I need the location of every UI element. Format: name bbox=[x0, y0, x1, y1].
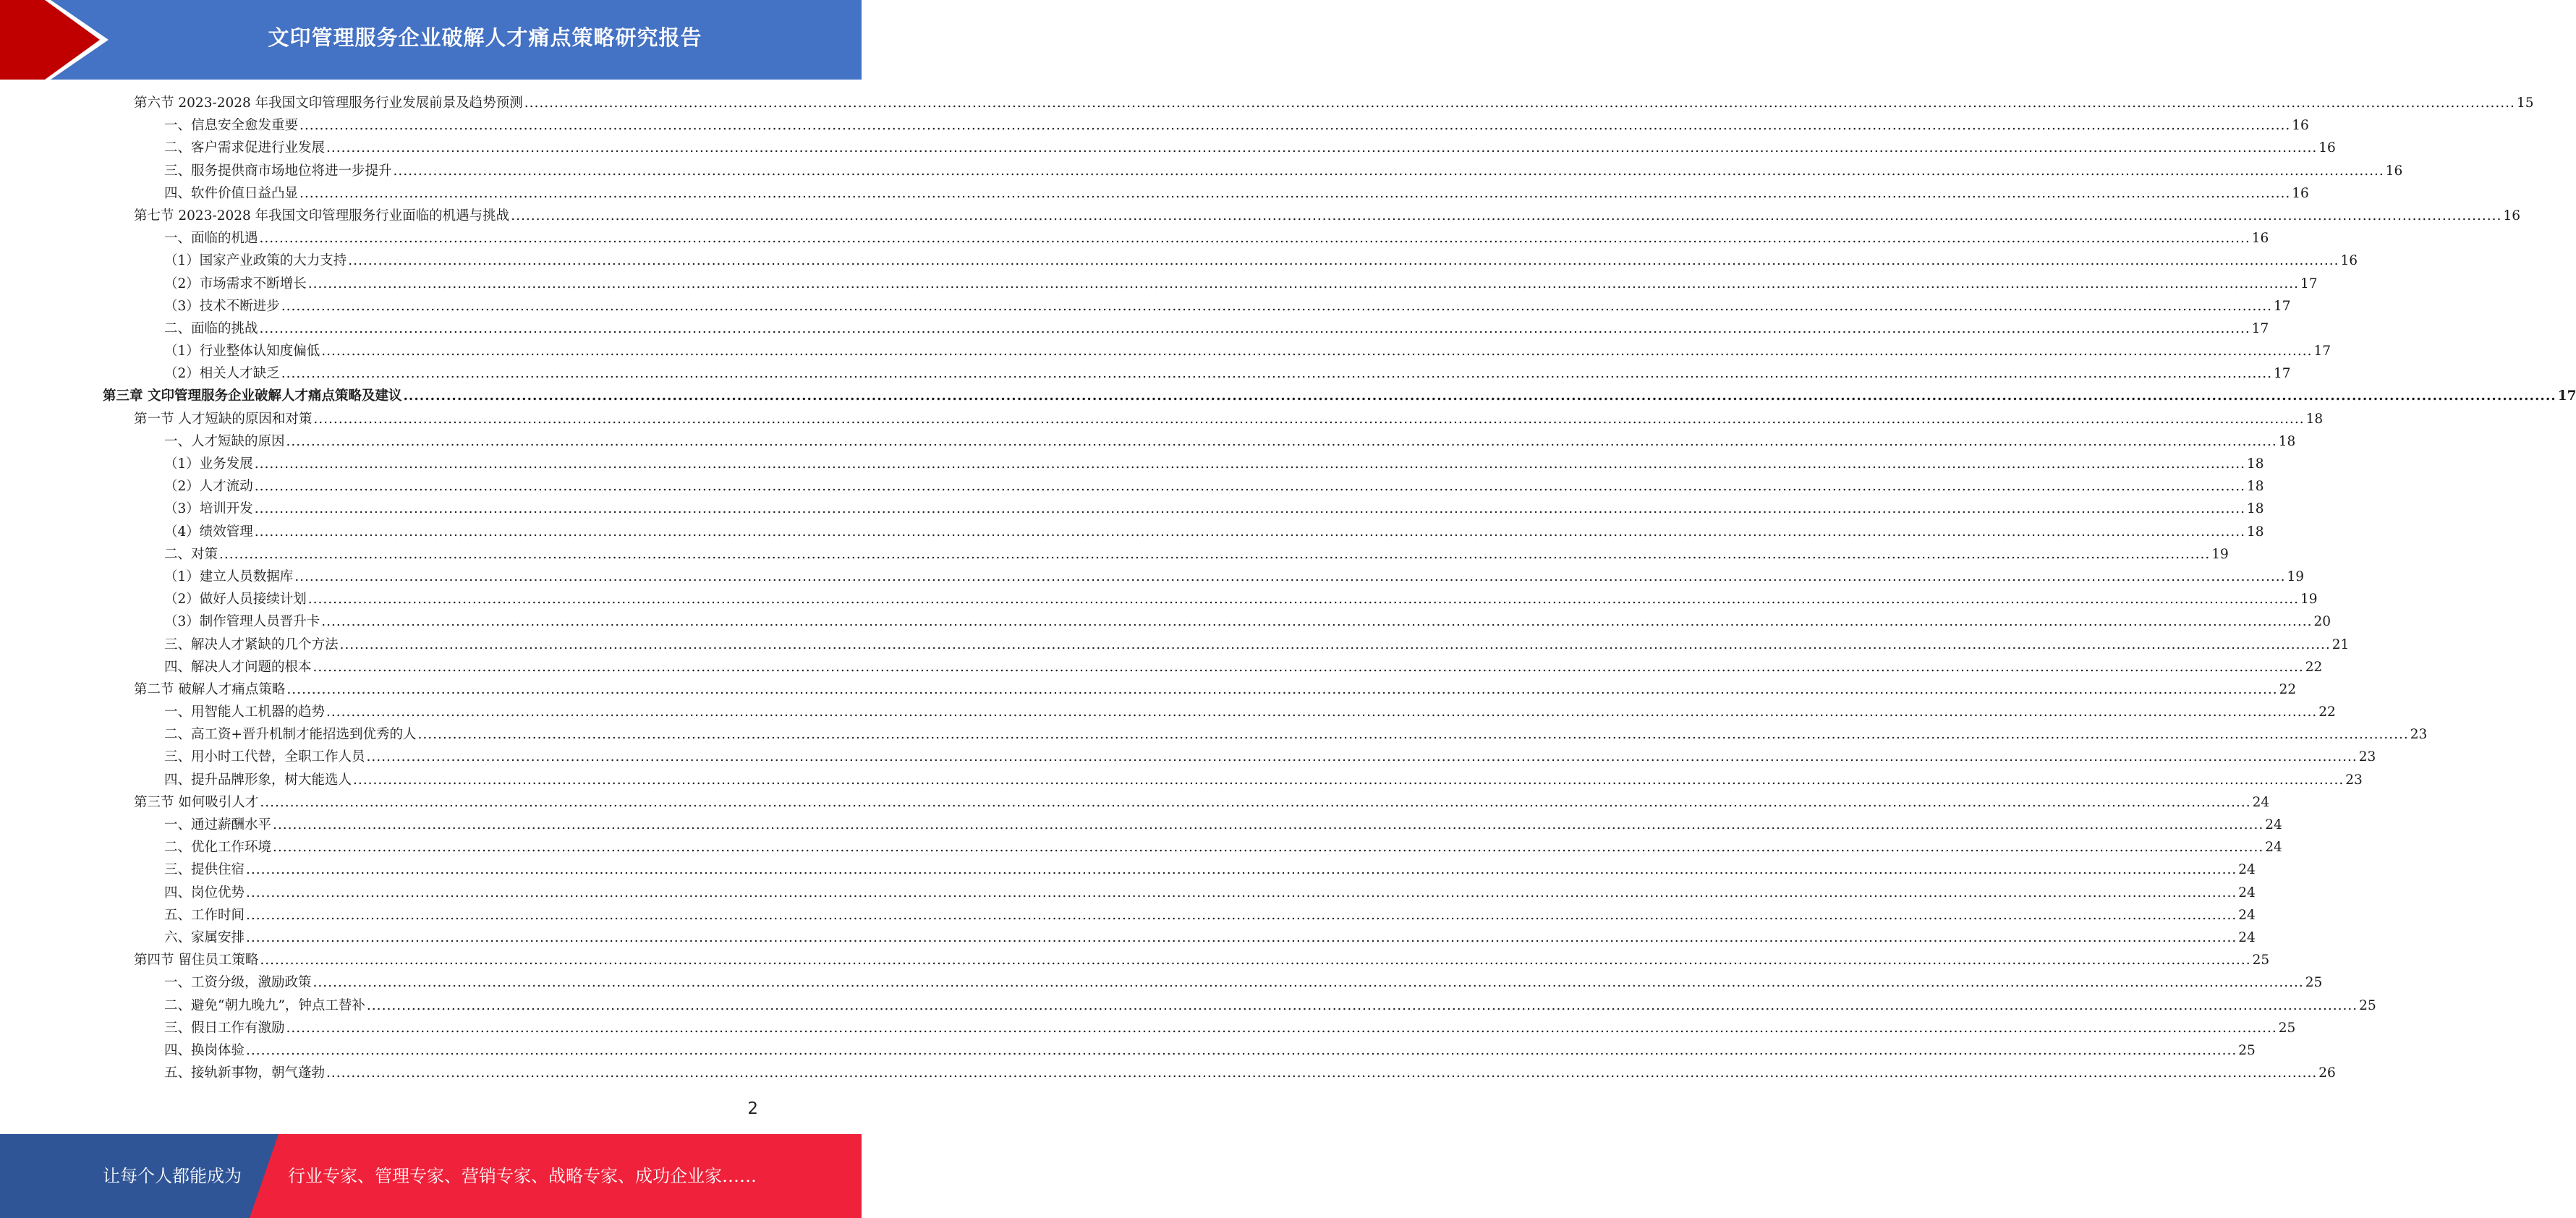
toc-entry-page: 25 bbox=[2359, 997, 2376, 1013]
toc-entry[interactable] bbox=[0, 566, 2305, 588]
toc-entry-page: 25 bbox=[2278, 1020, 2296, 1036]
toc-entry-line[interactable] bbox=[164, 430, 2296, 453]
toc-entry-label: 二、避免“朝九晚九”，钟点工替补 bbox=[164, 997, 365, 1013]
toc-entry-label: 四、软件价值日益凸显 bbox=[164, 185, 299, 201]
toc-entry-page: 17 bbox=[2251, 320, 2269, 336]
toc-entry-page: 18 bbox=[2247, 479, 2264, 495]
toc-dot-leader: ................................................................................................................................................................................................................................................................................................................................................................................................................ bbox=[254, 524, 2246, 540]
toc-dot-leader: ................................................................................................................................................................................................................................................................................................................................................................................................................ bbox=[366, 749, 2358, 765]
toc-entry[interactable] bbox=[0, 634, 2350, 656]
page-header bbox=[0, 0, 862, 80]
toc-entry-label: （2）做好人员接续计划 bbox=[164, 592, 307, 608]
toc-entry-page: 18 bbox=[2247, 524, 2264, 540]
toc-entry-label: （1）业务发展 bbox=[164, 456, 253, 472]
toc-dot-leader: ................................................................................................................................................................................................................................................................................................................................................................................................................ bbox=[313, 411, 2305, 427]
toc-entry-page: 23 bbox=[2410, 727, 2428, 743]
toc-entry[interactable] bbox=[0, 656, 2323, 678]
toc-entry[interactable] bbox=[0, 995, 2376, 1017]
toc-dot-leader: ................................................................................................................................................................................................................................................................................................................................................................................................................ bbox=[259, 320, 2250, 336]
toc-entry-page: 25 bbox=[2238, 1042, 2256, 1058]
toc-entry[interactable] bbox=[0, 430, 2296, 453]
toc-entry-page: 16 bbox=[2292, 118, 2309, 134]
toc-entry-line[interactable] bbox=[164, 295, 2291, 318]
toc-dot-leader: ................................................................................................................................................................................................................................................................................................................................................................................................................ bbox=[321, 344, 2313, 359]
toc-entry-line[interactable] bbox=[164, 746, 2376, 768]
toc-entry-label: 一、人才短缺的原因 bbox=[164, 433, 285, 449]
toc-entry-line[interactable] bbox=[164, 701, 2336, 723]
toc-entry-label: 四、换岗体验 bbox=[164, 1042, 245, 1058]
toc-entry-label: （1）行业整体认知度偏低 bbox=[164, 344, 320, 359]
toc-dot-leader: ................................................................................................................................................................................................................................................................................................................................................................................................................ bbox=[254, 456, 2246, 472]
toc-entry[interactable] bbox=[0, 723, 2428, 746]
toc-dot-leader: ................................................................................................................................................................................................................................................................................................................................................................................................................ bbox=[254, 479, 2246, 495]
toc-dot-leader: ................................................................................................................................................................................................................................................................................................................................................................................................................ bbox=[281, 298, 2273, 314]
toc-entry-label: 二、高工资+晋升机制才能招选到优秀的人 bbox=[164, 727, 417, 743]
toc-dot-leader: ................................................................................................................................................................................................................................................................................................................................................................................................................ bbox=[339, 636, 2331, 652]
toc-dot-leader: ................................................................................................................................................................................................................................................................................................................................................................................................................ bbox=[281, 366, 2273, 382]
toc-entry-label: （2）相关人才缺乏 bbox=[164, 366, 280, 382]
toc-entry-label: 二、面临的挑战 bbox=[164, 320, 258, 336]
toc-entry-page: 24 bbox=[2252, 794, 2270, 810]
toc-entry-line[interactable] bbox=[164, 904, 2256, 927]
toc-dot-leader: ................................................................................................................................................................................................................................................................................................................................................................................................................ bbox=[321, 614, 2313, 630]
toc-entry-page: 25 bbox=[2305, 975, 2323, 991]
toc-entry[interactable] bbox=[0, 273, 2318, 295]
toc-entry-line[interactable] bbox=[164, 137, 2336, 159]
toc-entry-page: 20 bbox=[2313, 614, 2331, 630]
toc-entry-line[interactable] bbox=[164, 1039, 2256, 1062]
toc-entry-page: 18 bbox=[2305, 411, 2324, 427]
page-number: 2 bbox=[747, 1099, 758, 1118]
chevron-red-shape bbox=[0, 0, 101, 80]
toc-entry-page: 16 bbox=[2251, 231, 2269, 247]
toc-dot-leader: ................................................................................................................................................................................................................................................................................................................................................................................................................ bbox=[417, 727, 2409, 743]
toc-entry-label: 三、用小时工代替，全职工作人员 bbox=[164, 749, 365, 765]
toc-dot-leader: ................................................................................................................................................................................................................................................................................................................................................................................................................ bbox=[393, 163, 2384, 179]
toc-entry[interactable] bbox=[0, 1062, 2336, 1084]
toc-dot-leader: ................................................................................................................................................................................................................................................................................................................................................................................................................ bbox=[326, 1065, 2318, 1081]
toc-entry[interactable] bbox=[0, 791, 2270, 814]
toc-entry[interactable] bbox=[0, 927, 2256, 949]
toc-entry[interactable] bbox=[0, 475, 2264, 498]
toc-entry-label: （1）建立人员数据库 bbox=[164, 568, 294, 584]
toc-entry[interactable] bbox=[0, 882, 2256, 904]
toc-dot-leader: ................................................................................................................................................................................................................................................................................................................................................................................................................ bbox=[366, 997, 2358, 1013]
toc-entry-line[interactable] bbox=[164, 114, 2309, 137]
toc-dot-leader: ................................................................................................................................................................................................................................................................................................................................................................................................................ bbox=[307, 276, 2300, 291]
toc-dot-leader: ................................................................................................................................................................................................................................................................................................................................................................................................................ bbox=[260, 953, 2251, 968]
toc-entry-line[interactable] bbox=[134, 791, 2270, 814]
toc-entry-page: 15 bbox=[2516, 95, 2534, 111]
toc-dot-leader: ................................................................................................................................................................................................................................................................................................................................................................................................................ bbox=[313, 975, 2304, 991]
toc-entry-label: 二、优化工作环境 bbox=[164, 840, 272, 856]
toc-entry[interactable] bbox=[0, 904, 2256, 927]
toc-entry-page: 18 bbox=[2278, 433, 2296, 449]
toc-entry-page: 19 bbox=[2300, 592, 2318, 608]
table-of-contents bbox=[0, 92, 2576, 1084]
toc-entry-page: 22 bbox=[2279, 681, 2297, 697]
toc-entry-page: 22 bbox=[2305, 659, 2323, 675]
page-footer bbox=[0, 1134, 862, 1218]
toc-entry-label: （3）技术不断进步 bbox=[164, 298, 280, 314]
toc-dot-leader: ................................................................................................................................................................................................................................................................................................................................................................................................................ bbox=[299, 118, 2291, 134]
toc-entry-line[interactable] bbox=[134, 408, 2324, 430]
toc-entry-label: 一、用智能人工机器的趋势 bbox=[164, 704, 326, 720]
toc-dot-leader: ................................................................................................................................................................................................................................................................................................................................................................................................................ bbox=[273, 817, 2264, 832]
toc-dot-leader: ................................................................................................................................................................................................................................................................................................................................................................................................................ bbox=[511, 208, 2502, 223]
toc-entry-page: 21 bbox=[2331, 636, 2350, 652]
footer-slogan-left: 让每个人都能成为 bbox=[103, 1166, 242, 1186]
toc-entry-line[interactable] bbox=[164, 566, 2305, 588]
toc-dot-leader: ................................................................................................................................................................................................................................................................................................................................................................................................................ bbox=[307, 592, 2300, 608]
toc-entry[interactable] bbox=[0, 227, 2269, 250]
toc-entry-line[interactable] bbox=[164, 971, 2323, 994]
toc-entry-page: 26 bbox=[2318, 1065, 2336, 1081]
toc-entry-label: 一、通过薪酬水平 bbox=[164, 817, 272, 832]
toc-entry-line[interactable] bbox=[164, 656, 2323, 678]
toc-entry-line[interactable] bbox=[164, 836, 2282, 859]
toc-entry-page: 17 bbox=[2274, 366, 2291, 382]
toc-entry-line[interactable] bbox=[134, 949, 2270, 971]
toc-entry-label: 五、接轨新事物，朝气蓬勃 bbox=[164, 1065, 326, 1081]
toc-entry-label: 二、对策 bbox=[164, 546, 218, 562]
toc-entry-line[interactable] bbox=[164, 498, 2264, 520]
toc-dot-leader: ................................................................................................................................................................................................................................................................................................................................................................................................................ bbox=[299, 185, 2291, 201]
toc-entry-line[interactable] bbox=[164, 882, 2256, 904]
toc-entry-label: 第四节 留住员工策略 bbox=[134, 953, 259, 968]
toc-entry[interactable] bbox=[0, 701, 2336, 723]
toc-dot-leader: ................................................................................................................................................................................................................................................................................................................................................................................................................ bbox=[259, 231, 2250, 247]
toc-entry[interactable] bbox=[0, 453, 2264, 475]
toc-entry-line[interactable] bbox=[164, 859, 2256, 881]
toc-entry-page: 24 bbox=[2265, 840, 2282, 856]
toc-entry-page: 22 bbox=[2318, 704, 2336, 720]
toc-entry[interactable] bbox=[0, 137, 2336, 159]
toc-entry-label: 一、面临的机遇 bbox=[164, 231, 258, 247]
toc-entry-page: 24 bbox=[2238, 907, 2256, 923]
toc-entry-label: 第三章 文印管理服务企业破解人才痛点策略及建议 bbox=[103, 388, 402, 404]
toc-entry[interactable] bbox=[0, 971, 2323, 994]
toc-entry[interactable] bbox=[0, 1017, 2296, 1039]
toc-entry-line[interactable] bbox=[164, 362, 2291, 385]
toc-entry[interactable] bbox=[0, 408, 2324, 430]
toc-entry-line[interactable] bbox=[164, 769, 2363, 791]
toc-entry-line[interactable] bbox=[134, 92, 2534, 114]
toc-entry-label: 三、提供住宿 bbox=[164, 862, 245, 878]
toc-entry-label: 三、解决人才紧缺的几个方法 bbox=[164, 636, 339, 652]
toc-entry[interactable] bbox=[0, 678, 2297, 701]
toc-entry-line[interactable] bbox=[164, 273, 2318, 295]
toc-entry[interactable] bbox=[0, 362, 2291, 385]
toc-entry-page: 17 bbox=[2557, 388, 2576, 404]
toc-entry-page: 23 bbox=[2358, 749, 2376, 765]
toc-dot-leader: ................................................................................................................................................................................................................................................................................................................................................................................................................ bbox=[254, 501, 2246, 517]
toc-dot-leader: ................................................................................................................................................................................................................................................................................................................................................................................................................ bbox=[353, 772, 2345, 788]
toc-dot-leader: ................................................................................................................................................................................................................................................................................................................................................................................................................ bbox=[524, 95, 2515, 111]
toc-entry[interactable] bbox=[0, 543, 2229, 566]
toc-entry[interactable] bbox=[0, 160, 2403, 182]
toc-entry-page: 17 bbox=[2300, 276, 2318, 291]
toc-entry-page: 16 bbox=[2340, 253, 2358, 269]
toc-entry-page: 16 bbox=[2318, 140, 2336, 156]
toc-dot-leader: ................................................................................................................................................................................................................................................................................................................................................................................................................ bbox=[219, 546, 2211, 562]
toc-entry-label: 五、工作时间 bbox=[164, 907, 245, 923]
toc-entry-page: 24 bbox=[2238, 929, 2256, 945]
toc-entry-line[interactable] bbox=[103, 385, 2576, 407]
toc-entry-label: 二、客户需求促进行业发展 bbox=[164, 140, 326, 156]
toc-entry-line[interactable] bbox=[164, 453, 2264, 475]
toc-entry-line[interactable] bbox=[134, 678, 2297, 701]
toc-entry-page: 18 bbox=[2247, 456, 2264, 472]
toc-entry-line[interactable] bbox=[164, 340, 2331, 362]
toc-entry[interactable] bbox=[0, 92, 2534, 114]
toc-entry-line[interactable] bbox=[164, 723, 2428, 746]
toc-entry-label: （2）市场需求不断增长 bbox=[164, 276, 307, 291]
toc-dot-leader: ................................................................................................................................................................................................................................................................................................................................................................................................................ bbox=[403, 388, 2556, 404]
toc-entry[interactable] bbox=[0, 521, 2264, 543]
toc-entry[interactable] bbox=[0, 385, 2576, 407]
toc-entry-line[interactable] bbox=[164, 475, 2264, 498]
toc-dot-leader: ................................................................................................................................................................................................................................................................................................................................................................................................................ bbox=[246, 885, 2237, 900]
toc-entry-page: 23 bbox=[2345, 772, 2363, 788]
report-title: 文印管理服务企业破解人才痛点策略研究报告 bbox=[268, 25, 702, 50]
toc-entry[interactable] bbox=[0, 588, 2318, 610]
toc-entry-line[interactable] bbox=[164, 927, 2256, 949]
toc-entry[interactable] bbox=[0, 814, 2282, 836]
toc-entry[interactable] bbox=[0, 340, 2331, 362]
toc-entry-line[interactable] bbox=[164, 250, 2358, 272]
toc-entry-label: 四、岗位优势 bbox=[164, 885, 245, 900]
toc-entry-line[interactable] bbox=[164, 521, 2264, 543]
toc-entry-page: 16 bbox=[2292, 185, 2309, 201]
toc-entry-page: 16 bbox=[2385, 163, 2403, 179]
toc-entry[interactable] bbox=[0, 114, 2309, 137]
toc-entry[interactable] bbox=[0, 746, 2376, 768]
toc-entry-label: 第一节 人才短缺的原因和对策 bbox=[134, 411, 313, 427]
toc-entry-line[interactable] bbox=[164, 543, 2229, 566]
toc-entry-page: 19 bbox=[2211, 546, 2229, 562]
toc-dot-leader: ................................................................................................................................................................................................................................................................................................................................................................................................................ bbox=[286, 433, 2277, 449]
toc-entry-page: 17 bbox=[2313, 344, 2331, 359]
toc-entry-label: 六、家属安排 bbox=[164, 929, 245, 945]
toc-entry-label: （3）培训开发 bbox=[164, 501, 253, 517]
toc-entry[interactable] bbox=[0, 836, 2282, 859]
toc-entry-page: 19 bbox=[2287, 568, 2305, 584]
toc-entry-label: 第二节 破解人才痛点策略 bbox=[134, 681, 286, 697]
toc-dot-leader: ................................................................................................................................................................................................................................................................................................................................................................................................................ bbox=[286, 681, 2278, 697]
toc-dot-leader: ................................................................................................................................................................................................................................................................................................................................................................................................................ bbox=[326, 704, 2318, 720]
toc-dot-leader: ................................................................................................................................................................................................................................................................................................................................................................................................................ bbox=[273, 840, 2264, 856]
toc-entry[interactable] bbox=[0, 949, 2270, 971]
toc-entry[interactable] bbox=[0, 859, 2256, 881]
toc-entry[interactable] bbox=[0, 769, 2363, 791]
toc-entry-page: 17 bbox=[2274, 298, 2291, 314]
toc-entry-label: 一、工资分级，激励政策 bbox=[164, 975, 312, 991]
toc-entry-line[interactable] bbox=[164, 588, 2318, 610]
toc-dot-leader: ................................................................................................................................................................................................................................................................................................................................................................................................................ bbox=[326, 140, 2318, 156]
toc-entry-label: 一、信息安全愈发重要 bbox=[164, 118, 299, 134]
toc-entry[interactable] bbox=[0, 498, 2264, 520]
toc-entry-label: （2）人才流动 bbox=[164, 479, 253, 495]
toc-dot-leader: ................................................................................................................................................................................................................................................................................................................................................................................................................ bbox=[294, 568, 2286, 584]
toc-entry-line[interactable] bbox=[164, 634, 2350, 656]
toc-entry-line[interactable] bbox=[164, 227, 2269, 250]
toc-entry-line[interactable] bbox=[134, 205, 2520, 227]
toc-dot-leader: ................................................................................................................................................................................................................................................................................................................................................................................................................ bbox=[246, 1042, 2237, 1058]
toc-entry-page: 16 bbox=[2503, 208, 2520, 223]
toc-entry-line[interactable] bbox=[164, 318, 2269, 340]
toc-entry[interactable] bbox=[0, 295, 2291, 318]
toc-dot-leader: ................................................................................................................................................................................................................................................................................................................................................................................................................ bbox=[348, 253, 2339, 269]
footer-slogan-right: 行业专家、管理专家、营销专家、战略专家、成功企业家…… bbox=[288, 1166, 757, 1186]
toc-dot-leader: ................................................................................................................................................................................................................................................................................................................................................................................................................ bbox=[246, 929, 2237, 945]
toc-entry-page: 24 bbox=[2238, 862, 2256, 878]
toc-entry[interactable] bbox=[0, 250, 2358, 272]
toc-entry-line[interactable] bbox=[164, 1017, 2296, 1039]
toc-entry-line[interactable] bbox=[164, 160, 2403, 182]
toc-entry-label: 三、服务提供商市场地位将进一步提升 bbox=[164, 163, 392, 179]
toc-dot-leader: ................................................................................................................................................................................................................................................................................................................................................................................................................ bbox=[246, 862, 2237, 878]
toc-entry-page: 24 bbox=[2265, 817, 2282, 832]
toc-entry[interactable] bbox=[0, 205, 2520, 227]
toc-entry[interactable] bbox=[0, 610, 2331, 633]
toc-entry-line[interactable] bbox=[164, 995, 2376, 1017]
toc-entry-label: （3）制作管理人员晋升卡 bbox=[164, 614, 320, 630]
toc-entry-label: 第三节 如何吸引人才 bbox=[134, 794, 259, 810]
toc-entry-line[interactable] bbox=[164, 182, 2309, 205]
toc-entry-page: 24 bbox=[2238, 885, 2256, 900]
toc-entry-label: 三、假日工作有激励 bbox=[164, 1020, 285, 1036]
toc-entry[interactable] bbox=[0, 182, 2309, 205]
toc-entry[interactable] bbox=[0, 318, 2269, 340]
toc-dot-leader: ................................................................................................................................................................................................................................................................................................................................................................................................................ bbox=[286, 1020, 2277, 1036]
toc-dot-leader: ................................................................................................................................................................................................................................................................................................................................................................................................................ bbox=[260, 794, 2251, 810]
toc-dot-leader: ................................................................................................................................................................................................................................................................................................................................................................................................................ bbox=[246, 907, 2237, 923]
toc-entry-line[interactable] bbox=[164, 814, 2282, 836]
toc-entry-label: （1）国家产业政策的大力支持 bbox=[164, 253, 347, 269]
toc-dot-leader: ................................................................................................................................................................................................................................................................................................................................................................................................................ bbox=[313, 659, 2304, 675]
toc-entry-line[interactable] bbox=[164, 610, 2331, 633]
toc-entry-label: 四、提升品牌形象，树大能选人 bbox=[164, 772, 352, 788]
toc-entry-label: 四、解决人才问题的根本 bbox=[164, 659, 312, 675]
toc-entry-line[interactable] bbox=[164, 1062, 2336, 1084]
toc-entry[interactable] bbox=[0, 1039, 2256, 1062]
toc-entry-label: 第六节 2023-2028 年我国文印管理服务行业发展前景及趋势预测 bbox=[134, 95, 523, 111]
toc-entry-page: 25 bbox=[2252, 953, 2270, 968]
toc-entry-label: 第七节 2023-2028 年我国文印管理服务行业面临的机遇与挑战 bbox=[134, 208, 510, 223]
toc-entry-label: （4）绩效管理 bbox=[164, 524, 253, 540]
toc-entry-page: 18 bbox=[2247, 501, 2264, 517]
